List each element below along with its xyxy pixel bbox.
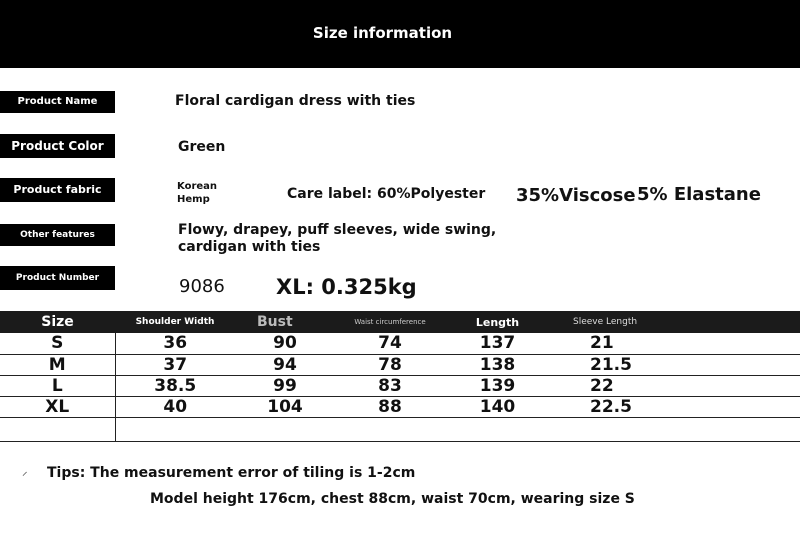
length-cell: 138 (445, 354, 550, 375)
shoulder-cell: 40 (115, 396, 235, 417)
header-shoulder-width: Shoulder Width (135, 317, 215, 327)
waist-cell: 88 (335, 396, 445, 417)
header-sleeve-length: Sleeve Length (573, 317, 638, 327)
measurement-tip: Tips: The measurement error of tiling is 1-2cm (47, 465, 416, 481)
care-label-value: Care label: 60%Polyester (287, 186, 486, 202)
product-color-label: Product Color (0, 134, 115, 158)
elastane-value: 5% Elastane (637, 184, 761, 205)
length-cell: 139 (445, 375, 550, 396)
product-fabric-label: Product fabric (0, 178, 115, 202)
fabric-type-value: Korean Hemp (177, 181, 218, 205)
size-table-header (0, 311, 800, 333)
table-row (0, 396, 800, 417)
size-cell: L (0, 375, 115, 396)
header-waist: Waist circumference (354, 317, 426, 326)
sleeve-cell: 21 (550, 333, 800, 354)
empty-cell (445, 417, 550, 441)
table-row (0, 333, 800, 354)
sleeve-cell: 22.5 (550, 396, 800, 417)
model-info: Model height 176cm, chest 88cm, waist 70cm, wearing size S (150, 491, 635, 507)
shoulder-cell: 37 (115, 354, 235, 375)
other-features-label: Other features (0, 224, 115, 246)
length-cell: 137 (445, 333, 550, 354)
size-table (0, 311, 800, 442)
sleeve-cell: 22 (550, 375, 800, 396)
table-row (0, 354, 800, 375)
weight-value: XL: 0.325kg (276, 275, 417, 299)
table-row (0, 375, 800, 396)
product-number-label: Product Number (0, 266, 115, 290)
empty-cell (0, 417, 115, 441)
product-number-value: 9086 (179, 276, 225, 297)
shoulder-cell: 38.5 (115, 375, 235, 396)
bust-cell: 104 (235, 396, 335, 417)
sleeve-cell: 21.5 (550, 354, 800, 375)
waist-cell: 74 (335, 333, 445, 354)
bust-cell: 90 (235, 333, 335, 354)
product-color-value: Green (178, 139, 226, 155)
viscose-value: 35%Viscose (516, 185, 636, 206)
page-title: Size information (312, 24, 453, 42)
waist-cell: 78 (335, 354, 445, 375)
empty-cell (235, 417, 335, 441)
waist-cell: 83 (335, 375, 445, 396)
size-cell: M (0, 354, 115, 375)
shoulder-cell: 36 (115, 333, 235, 354)
bust-cell: 94 (235, 354, 335, 375)
empty-cell (550, 417, 800, 441)
header-length: Length (475, 315, 520, 329)
tip-mark-icon: ⸝ (22, 465, 28, 478)
header-bar (0, 0, 800, 68)
header-bust: Bust (257, 314, 293, 330)
length-cell: 140 (445, 396, 550, 417)
size-cell: XL (0, 396, 115, 417)
features-value: Flowy, drapey, puff sleeves, wide swing, cardigan with ties (178, 222, 497, 255)
empty-cell (335, 417, 445, 441)
bust-cell: 99 (235, 375, 335, 396)
size-cell: S (0, 333, 115, 354)
empty-row (0, 417, 800, 441)
empty-cell (115, 417, 235, 441)
product-name-label: Product Name (0, 91, 115, 113)
header-size: Size (41, 314, 74, 330)
product-name-value: Floral cardigan dress with ties (175, 93, 416, 109)
